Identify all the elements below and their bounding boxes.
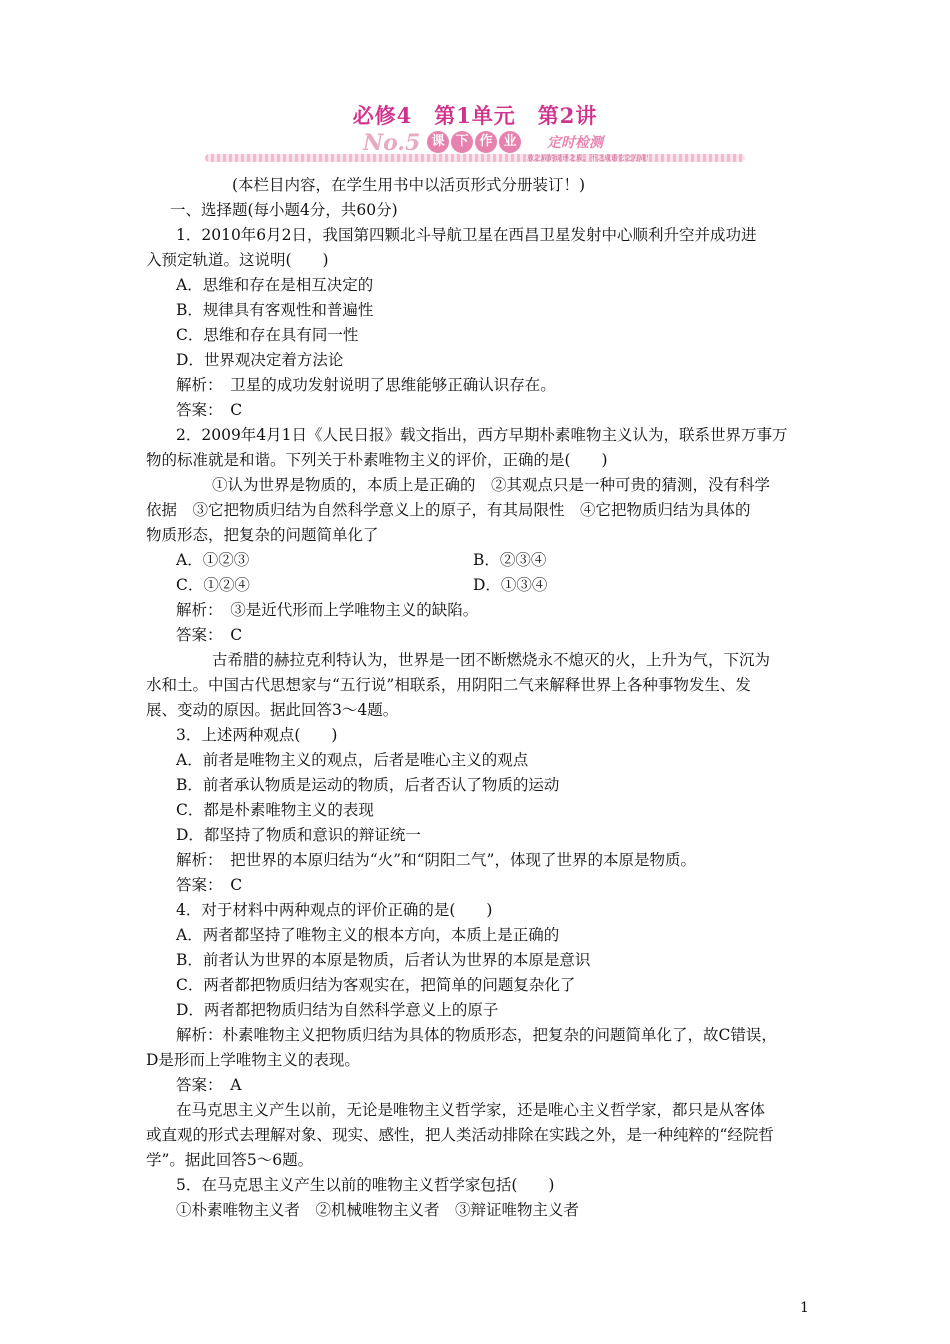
text-line: 或直观的形式去理解对象、现实、感性，把人类活动排除在实践之外，是一种纯粹的“经院哲 [146,1126,774,1144]
option-line: A．思维和存在是相互决定的 [176,276,374,294]
answer-line: 答案： C [176,876,243,894]
option-line: D．①③④ [473,576,548,594]
text-line: ①朴素唯物主义者 ②机械唯物主义者 ③辩证唯物主义者 [176,1201,580,1219]
option-line: C．思维和存在具有同一性 [176,326,359,344]
binding-note: (本栏目内容，在学生用书中以活页形式分册装订！) [232,176,586,194]
banner-char-3: 作 [475,131,497,153]
option-line: B．前者承认物质是运动的物质，后者否认了物质的运动 [176,776,560,794]
analysis-line: D是形而上学唯物主义的表现。 [146,1051,360,1069]
option-line: D．世界观决定着方法论 [176,351,344,369]
option-line: B．前者认为世界的本原是物质，后者认为世界的本原是意识 [176,951,591,969]
answer-line: 答案： A [176,1076,242,1094]
option-line: D．都坚持了物质和意识的辩证统一 [176,826,421,844]
page-number: 1 [800,1300,809,1316]
banner-char-1: 课 [427,131,449,153]
option-line: D．两者都把物质归结为自然科学意义上的原子 [176,1001,499,1019]
option-line: C．都是朴素唯物主义的表现 [176,801,374,819]
option-line: B．规律具有客观性和普遍性 [176,301,374,319]
answer-line: 答案： C [176,626,243,644]
section-heading: 一、选择题(每小题4分，共60分) [170,201,398,219]
banner-char-2: 下 [451,131,473,153]
option-line: A．两者都坚持了唯物主义的根本方向，本质上是正确的 [176,926,560,944]
text-line: 水和土。中国古代思想家与“五行说”相联系，用阴阳二气来解释世界上各种事物发生、发 [146,676,751,694]
text-line: 4．对于材料中两种观点的评价正确的是( ) [176,901,493,919]
text-line: 5．在马克思主义产生以前的唯物主义哲学家包括( ) [176,1176,555,1194]
text-line: 物的标准就是和谐。下列关于朴素唯物主义的评价，正确的是( ) [146,451,608,469]
analysis-line: 解析： 卫星的成功发射说明了思维能够正确认识存在。 [176,376,556,394]
option-line: B．②③④ [473,551,547,569]
analysis-line: 解析： 把世界的本原归结为“火”和“阴阳二气”，体现了世界的本原是物质。 [176,851,696,869]
text-line: ①认为世界是物质的，本质上是正确的 ②其观点只是一种可贵的猜测，没有科学 [212,476,771,494]
text-line: 依据 ③它把物质归结为自然科学意义上的原子，有其局限性 ④它把物质归结为具体的 [146,501,751,519]
option-line: A．前者是唯物主义的观点，后者是唯心主义的观点 [176,751,529,769]
banner-number: No.5 [363,130,421,156]
banner-stripe [205,154,745,162]
option-line: A．①②③ [176,551,250,569]
analysis-line: 解析：朴素唯物主义把物质归结为具体的物质形态，把复杂的问题简单化了，故C错误， [176,1026,777,1044]
text-line: 3．上述两种观点( ) [176,726,338,744]
text-line: 入预定轨道。这说明( ) [146,251,329,269]
text-line: 物质形态，把复杂的问题简单化了 [146,526,379,544]
banner-char-4: 业 [499,131,521,153]
analysis-line: 解析： ③是近代形而上学唯物主义的缺陷。 [176,601,479,619]
page-title: 必修4 第1单元 第2讲 [352,103,598,128]
text-line: 学”。据此回答5～6题。 [146,1151,314,1169]
homework-banner [205,128,745,170]
text-line: 古希腊的赫拉克利特认为，世界是一团不断燃烧永不熄灭的火，上升为气，下沉为 [212,651,771,669]
text-line: 展、变动的原因。据此回答3～4题。 [146,701,399,719]
option-line: C．两者都把物质归结为客观实在，把简单的问题复杂化了 [176,976,576,994]
text-line: 2．2009年4月1日《人民日报》载文指出，西方早期朴素唯物主义认为，联系世界万事万 [176,426,788,444]
text-line: 1．2010年6月2日，我国第四颗北斗导航卫星在西昌卫星发射中心顺利升空并成功进 [176,226,757,244]
text-line: 在马克思主义产生以前，无论是唯物主义哲学家，还是唯心主义哲学家，都只是从客体 [176,1101,766,1119]
banner-motto: 放之成的说评之成，不之成语它之方成！ [527,154,653,162]
option-line: C．①②④ [176,576,250,594]
answer-line: 答案： C [176,401,243,419]
banner-subtitle: 定时检测 [547,135,603,151]
